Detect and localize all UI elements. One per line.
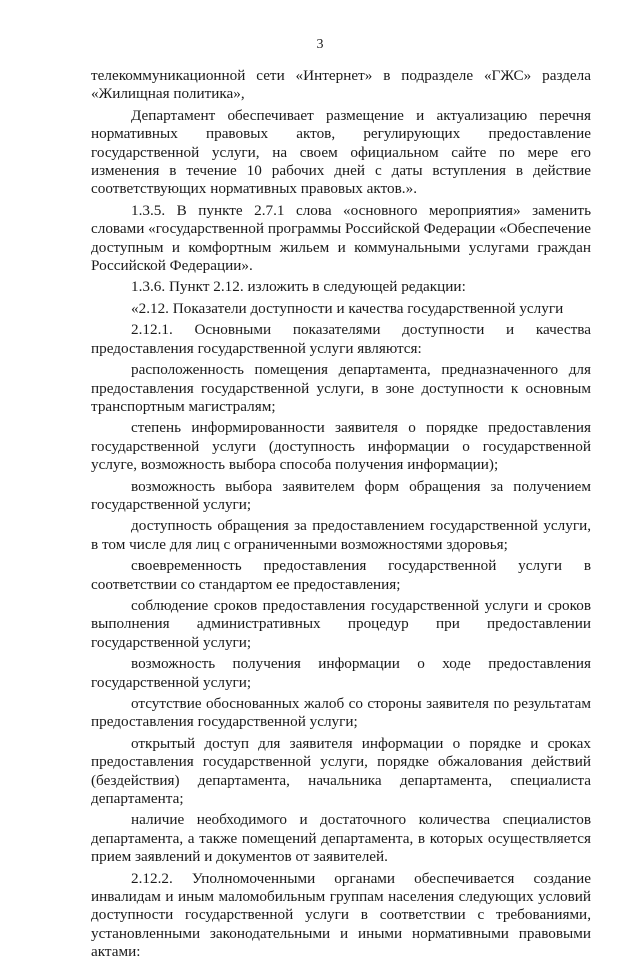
paragraph: телекоммуникационной сети «Интернет» в подразделе «ГЖС» раздела «Жилищная политика», xyxy=(91,67,591,103)
paragraph: 1.3.5. В пункте 2.7.1 слова «основного мероприятия» заменить словами «государственной программы Российской Федерации «Обеспечение доступным и комфортным жильем и коммунальными услугами граждан Российской Федерации». xyxy=(91,201,591,275)
list-item: возможность выбора заявителем форм обращения за получением государственной услуги; xyxy=(91,477,591,513)
page-number: 3 xyxy=(316,37,324,52)
paragraph: 2.12.1. Основными показателями доступности и качества предоставления государственной услуги являются: xyxy=(91,321,591,357)
section-heading: «2.12. Показатели доступности и качества государственной услуги xyxy=(131,299,564,317)
list-item: соблюдение сроков предоставления государственной услуги и сроков выполнения административных процедур при предоставлении государственной услуги; xyxy=(91,596,591,651)
document-body xyxy=(91,67,591,965)
paragraph: Департамент обеспечивает размещение и актуализацию перечня нормативных правовых актов, регулирующих предоставление государственной услуги, на своем официальном сайте по мере его изменения в течение 10 рабочих дней с даты вступления в действие соответствующих нормативных правовых актов.». xyxy=(91,106,591,198)
paragraph: 1.3.6. Пункт 2.12. изложить в следующей редакции: xyxy=(131,278,466,296)
list-item: степень информированности заявителя о порядке предоставления государственной услуги (доступность информации о государственной услуге, возможность выбора способа получения информации); xyxy=(91,419,591,474)
list-item: открытый доступ для заявителя информации о порядке и сроках предоставления государственной услуги, порядке обжалования действий (бездействия) департамента, начальника департамента, специалиста департамента; xyxy=(91,734,591,808)
list-item: своевременность предоставления государственной услуги в соответствии со стандартом ее предоставления; xyxy=(91,557,591,593)
list-item: возможность получения информации о ходе предоставления государственной услуги; xyxy=(91,655,591,691)
list-item: наличие необходимого и достаточного количества специалистов департамента, а также помещений департамента, в которых осуществляется прием заявлений и документов от заявителей. xyxy=(91,811,591,866)
list-item: расположенность помещения департамента, предназначенного для предоставления государственной услуги, в зоне доступности к основным транспортным магистралям; xyxy=(91,361,591,415)
list-item: доступность обращения за предоставлением государственной услуги, в том числе для лиц с ограниченными возможностями здоровья; xyxy=(91,517,591,553)
list-item: отсутствие обоснованных жалоб со стороны заявителя по результатам предоставления государственной услуги; xyxy=(91,695,591,731)
paragraph: 2.12.2. Уполномоченными органами обеспечивается создание инвалидам и иным маломобильным группам населения следующих условий доступности государственной услуги в соответствии с требованиями, установленными законодательными и иными нормативными правовыми актами: xyxy=(91,869,591,961)
